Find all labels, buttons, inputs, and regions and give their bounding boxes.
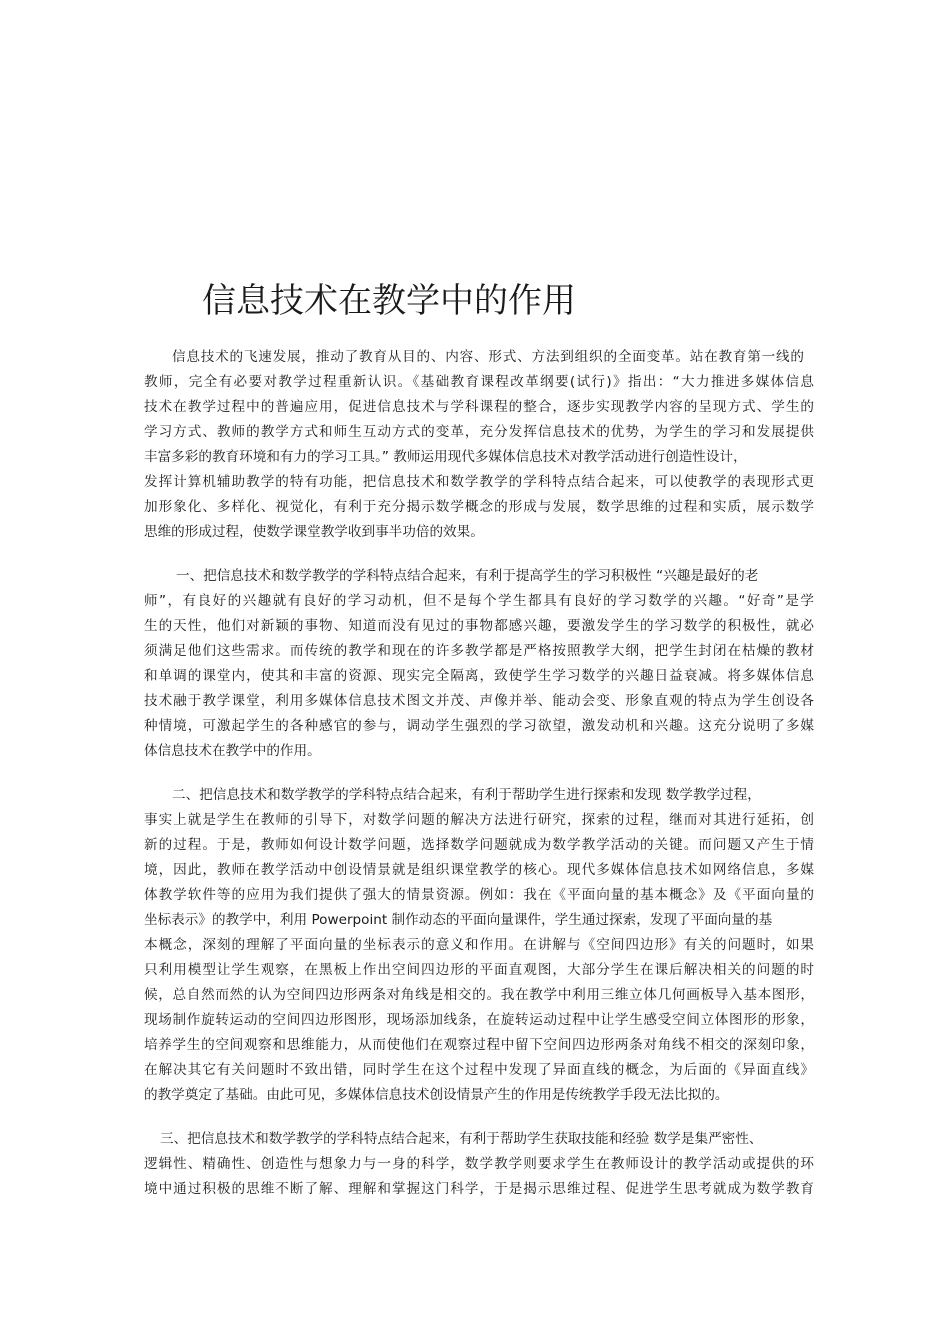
- paragraph-1-line-1: 信息技术的飞速发展，推动了教育从目的、内容、形式、方法到组织的全面变革。站在教育第一线的: [172, 349, 804, 365]
- document-title: 信息技术在教学中的作用: [202, 281, 576, 321]
- paragraph-2-line-4: 须满足他们这些需求。而传统的教学和现在的许多教学都是严格按照教学大纲，把学生封闭在枯燥的教材: [144, 643, 814, 659]
- paragraph-1-line-4: 学习方式、教师的教学方式和师生互动方式的变革，充分发挥信息技术的优势，为学生的学习和发展提供: [144, 424, 814, 440]
- paragraph-2-line-7: 种情境，可激起学生的各种感官的参与，调动学生强烈的学习欲望，激发动机和兴趣。这充分说明了多媒: [144, 718, 814, 734]
- paragraph-3-line-4: 境，因此，教师在教学活动中创设情景就是组织课堂教学的核心。现代多媒体信息技术如网络信息，多媒: [144, 862, 814, 878]
- paragraph-2-line-8: 体信息技术在教学中的作用。: [144, 743, 321, 759]
- paragraph-3-line-2: 事实上就是学生在教师的引导下，对数学问题的解决方法进行研究，探索的过程，继而对其进行延拓，创: [144, 812, 814, 828]
- paragraph-2-line-1: 一、把信息技术和数学教学的学科特点结合起来，有利于提高学生的学习积极性 “兴趣是最好的老: [176, 568, 759, 584]
- paragraph-2-line-5: 和单调的课堂内，使其和丰富的资源、现实完全隔离，致使学生学习数学的兴趣日益衰减。将多媒体信息: [144, 668, 814, 684]
- paragraph-4-line-3: 境中通过积极的思维不断了解、理解和掌握这门科学，于是揭示思维过程、促进学生思考就成为数学教育: [144, 1181, 814, 1197]
- paragraph-3-line-3: 新的过程。于是，教师如何设计数学问题，选择数学问题就成为数学教学活动的关键。而问题又产生于情: [144, 837, 814, 853]
- paragraph-1-line-2: 教师，完全有必要对教学过程重新认识。《基础教育课程改革纲要(试行)》指出：“大力推进多媒体信息: [144, 374, 814, 390]
- paragraph-3-line-7: 本概念，深刻的理解了平面向量的坐标表示的意义和作用。在讲解与《空间四边形》有关的问题时，如果: [144, 937, 814, 953]
- paragraph-1-line-3: 技术在教学过程中的普遍应用，促进信息技术与学科课程的整合，逐步实现教学内容的呈现方式、学生的: [144, 399, 814, 415]
- paragraph-4-line-2: 逻辑性、精确性、创造性与想象力与一身的科学，数学教学则要求学生在教师设计的教学活动或提供的环: [144, 1156, 814, 1172]
- paragraph-1-line-5: 丰富多彩的教育环境和有力的学习工具。” 教师运用现代多媒体信息技术对教学活动进行创造性设计，: [144, 449, 747, 465]
- paragraph-1-line-7: 加形象化、多样化、视觉化，有利于充分揭示数学概念的形成与发展，数学思维的过程和实质，展示数学: [144, 499, 814, 515]
- paragraph-3-line-10: 现场制作旋转运动的空间四边形图形，现场添加线条，在旋转运动过程中让学生感受空间立体图形的形象，: [144, 1012, 814, 1028]
- paragraph-2-line-6: 技术融于教学课堂，利用多媒体信息技术图文并茂、声像并举、能动会变、形象直观的特点为学生创设各: [144, 693, 814, 709]
- paragraph-3-line-5: 体教学软件等的应用为我们提供了强大的情景资源。例如：我在《平面向量的基本概念》及《平面向量的: [144, 887, 814, 903]
- paragraph-2-line-2: 师”，有良好的兴趣就有良好的学习动机，但不是每个学生都具有良好的学习数学的兴趣。“好奇”是学: [144, 593, 814, 609]
- paragraph-4-line-1: 三、把信息技术和数学教学的学科特点结合起来，有利于帮助学生获取技能和经验 数学是集严密性、: [160, 1131, 763, 1147]
- paragraph-1-line-6: 发挥计算机辅助教学的特有功能，把信息技术和数学教学的学科特点结合起来，可以使教学的表现形式更: [144, 474, 814, 490]
- paragraph-3-line-12: 在解决其它有关问题时不致出错，同时学生在这个过程中发现了异面直线的概念，为后面的《异面直线》: [144, 1062, 814, 1078]
- paragraph-3-line-8: 只利用模型让学生观察，在黑板上作出空间四边形的平面直观图，大部分学生在课后解决相关的问题的时: [144, 962, 814, 978]
- paragraph-3-line-13: 的教学奠定了基础。由此可见，多媒体信息技术创设情景产生的作用是传统教学手段无法比拟的。: [144, 1087, 729, 1103]
- paragraph-3-line-11: 培养学生的空间观察和思维能力，从而使他们在观察过程中留下空间四边形两条对角线不相交的深刻印象，: [144, 1037, 814, 1053]
- paragraph-2-line-3: 生的天性，他们对新颖的事物、知道而没有见过的事物都感兴趣，要激发学生的学习数学的积极性，就必: [144, 618, 814, 634]
- paragraph-1-line-8: 思维的形成过程，使数学课堂教学收到事半功倍的效果。: [144, 524, 484, 540]
- paragraph-3-line-9: 候，总自然而然的认为空间四边形两条对角线是相交的。我在教学中利用三维立体几何画板导入基本图形，: [144, 987, 814, 1003]
- paragraph-3-line-6: 坐标表示》的教学中，利用 Powerpoint 制作动态的平面向量课件，学生通过探索，发现了平面向量的基: [144, 912, 773, 928]
- paragraph-3-line-1: 二、把信息技术和数学教学的学科特点结合起来，有利于帮助学生进行探索和发现 数学教学过程，: [172, 787, 761, 803]
